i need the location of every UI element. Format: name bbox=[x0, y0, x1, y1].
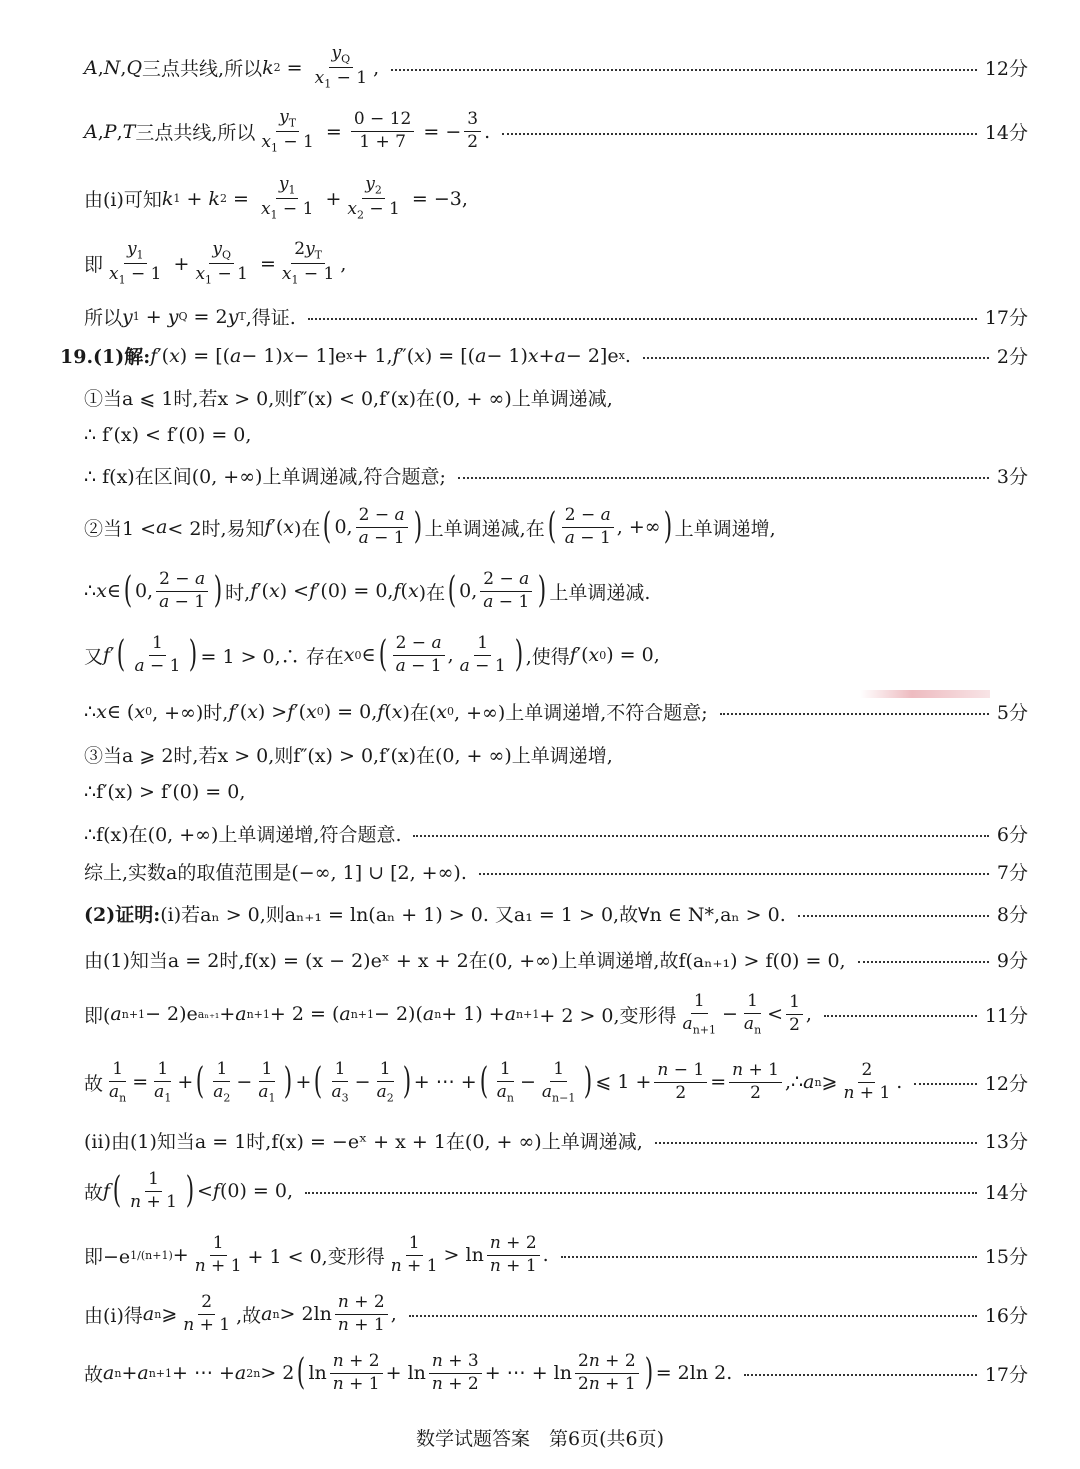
solution-line-15 bbox=[84, 781, 1028, 803]
score: 12分 bbox=[984, 58, 1028, 81]
line-text: (i)若aₙ > 0,则aₙ₊₁ = ln(aₙ + 1) > 0. 又a₁ = 1 > 0,故∀n ∈ N*,aₙ > 0. bbox=[160, 904, 786, 926]
score: 11分 bbox=[984, 1004, 1028, 1027]
dot-leader bbox=[824, 1015, 977, 1017]
dot-leader bbox=[305, 1192, 977, 1194]
score: 8分 bbox=[996, 904, 1028, 926]
case-3-text: ③当a ⩾ 2时,若x > 0,则f″(x) > 0,f′(x)在(0, + ∞)上单调递增, bbox=[84, 745, 613, 767]
solution-line-25: 由(i)得 a n ⩾ $\frac{2}{n + 1}$ ,故 a n > 2ln $\frac{n + 2}{n + 1}$ , 16分 bbox=[84, 1292, 1028, 1335]
line-text: ∴ f′(x) < f′(0) = 0, bbox=[84, 424, 252, 446]
question-label: 19.(1)解: bbox=[60, 346, 151, 368]
score: 7分 bbox=[996, 862, 1028, 884]
score: 13分 bbox=[984, 1131, 1028, 1153]
case-3-line bbox=[84, 741, 1028, 768]
score: 2分 bbox=[996, 346, 1028, 368]
page-footer: 数学试题答案 第6页(共6页) bbox=[415, 1428, 664, 1450]
line-text: ∴ f(x)在区间(0, +∞)上单调递减,符合题意; bbox=[84, 466, 446, 488]
line-text: ∴f(x)在(0, +∞)上单调递增,符合题意. bbox=[84, 824, 402, 846]
part-label: (2)证明: bbox=[84, 904, 161, 926]
dot-leader bbox=[308, 318, 977, 320]
summary-line bbox=[84, 858, 1028, 885]
dot-leader bbox=[858, 961, 989, 963]
dot-leader bbox=[413, 835, 988, 837]
solution-line-12: 又 f ′ ( $\frac{1}{a - 1}$ ) = 1 > 0,∴ 存在 x 0 ∈ ( $\frac{2 - a}{a - 1}$ , $\frac{1}{a - 1}$ ) ,使得 f ′( x 0 ) = 0, bbox=[84, 633, 660, 676]
solution-line-3: 由(i)可知 k 1 + k 2 = $\frac{y_1}{x_1 - 1}$ + $\frac{y_2}{x_2 - 1}$ = −3, bbox=[84, 174, 468, 222]
solution-line-24: 即−e 1/(n+1) + $\frac{1}{n + 1}$ + 1 < 0,变形得 $\frac{1}{n + 1}$ > ln $\frac{n + 2}{n + 1}$ . 15分 bbox=[84, 1233, 1028, 1276]
dot-leader bbox=[655, 1142, 977, 1144]
score: 5分 bbox=[996, 702, 1028, 724]
solution-line-2: A , P , T 三点共线,所以 $\frac{y_T}{x_1 - 1}$ = $\frac{0 - 12}{1 + 7}$ = − $\frac{3}{2}$ . 14分 bbox=[84, 107, 1028, 155]
case-1-line bbox=[84, 384, 1028, 411]
dot-leader bbox=[744, 1374, 977, 1376]
dot-leader bbox=[798, 915, 989, 917]
score: 12分 bbox=[984, 1072, 1028, 1095]
solution-line-8 bbox=[84, 424, 1028, 446]
score: 15分 bbox=[984, 1245, 1028, 1268]
case-2-line: ②当1 < a < 2时,易知 f ′( x )在 ( 0, $\frac{2 - a}{a - 1}$ ) 上单调递减,在 ( $\frac{2 - a}{a - 1}$ , +∞ ) 上单调递增, bbox=[84, 505, 776, 548]
solution-line-13: ∴ x ∈ ( x 0 , +∞)时, f ′( x ) > f ′( x 0 ) = 0, f ( x )在( x 0 , +∞)上单调递增,不符合题意; 5分 bbox=[84, 698, 1028, 725]
score: 3分 bbox=[996, 466, 1028, 488]
score: 17分 bbox=[984, 1363, 1028, 1386]
score: 14分 bbox=[984, 1181, 1028, 1204]
dot-leader bbox=[914, 1083, 976, 1085]
solution-line-20: 即( a n+1 − 2)e aₙ₊₁ + a n+1 + 2 = ( a n+1 − 2)( a n + 1) + a n+1 + 2 > 0,变形得 $\frac{1}{a_{n+1}}$ − $\frac{1}{a_n}$ < $\frac{1}{2}$ , 11分 bbox=[84, 991, 1028, 1036]
solution-line-11: ∴ x ∈ ( 0, $\frac{2 - a}{a - 1}$ ) 时, f ′( x ) < f ′(0) = 0, f ( x )在 ( 0, $\frac{2 - a}{a - 1}$ ) 上单调递减. bbox=[84, 569, 651, 612]
dot-leader bbox=[502, 133, 977, 135]
dot-leader bbox=[458, 477, 989, 479]
case-1-text: ①当a ⩽ 1时,若x > 0,则f″(x) < 0,f′(x)在(0, + ∞)上单调递减, bbox=[84, 388, 613, 410]
line-text: ∴f′(x) > f′(0) = 0, bbox=[84, 781, 246, 803]
line-text: (ii)由(1)知当a = 1时,f(x) = −eˣ + x + 1在(0, + ∞)上单调递减, bbox=[84, 1131, 643, 1153]
question-19-part-1: 19.(1)解: f ′( x ) = [( a − 1) x − 1]e x + 1, f ″( x ) = [( a − 1) x + a − 2]e x . 2分 bbox=[60, 342, 1028, 369]
solution-line-9 bbox=[84, 462, 1028, 489]
dot-leader bbox=[479, 873, 989, 875]
solution-line-21: 故 $\frac{1}{a_n}$ = $\frac{1}{a_1}$ + ( $\frac{1}{a_2}$ − $\frac{1}{a_1}$ ) + ( $\frac{1}{a_3}$ − $\frac{1}{a_2}$ ) + ⋯ + ( $\frac{1}{a_n}$ − $\frac{1}{a_{n-1}}$ ) ⩽ 1 + $\frac{n - 1}{2}$ = $\frac{n + 1}{2}$ ,∴ a n ⩾ $\frac{2}{n + 1}$ . 12分 bbox=[84, 1059, 1028, 1104]
red-pen-mark bbox=[860, 690, 990, 698]
dot-leader bbox=[391, 69, 977, 71]
solution-line-23: 故 f ( $\frac{1}{n + 1}$ ) < f (0) = 0, 14分 bbox=[84, 1169, 1028, 1212]
line-text: 综上,实数a的取值范围是(−∞, 1] ∪ [2, +∞). bbox=[84, 862, 467, 884]
score: 14分 bbox=[984, 122, 1028, 145]
solution-line-5: 所以 y 1 + y Q = 2 y T ,得证. 17分 bbox=[84, 303, 1028, 330]
solution-line-1: A , N , Q 三点共线,所以 k 2 = $\frac{y_Q}{x_1 - 1}$ , 12分 bbox=[84, 43, 1028, 91]
dot-leader bbox=[409, 1315, 977, 1317]
solution-line-4: 即 $\frac{y_1}{x_1 - 1}$ + $\frac{y_Q}{x_1 - 1}$ = $\frac{2y_T}{x_1 - 1}$ , bbox=[84, 239, 347, 287]
solution-line-19 bbox=[84, 946, 1028, 973]
score: 6分 bbox=[996, 824, 1028, 846]
dot-leader bbox=[643, 357, 989, 359]
dot-leader bbox=[561, 1256, 977, 1258]
score: 9分 bbox=[996, 950, 1028, 972]
solution-line-22 bbox=[84, 1127, 1028, 1154]
solution-line-26: 故 a n + a n+1 + ⋯ + a 2n > 2 ( ln $\frac{n + 2}{n + 1}$ + ln $\frac{n + 3}{n + 2}$ + ⋯ + ln $\frac{2n + 2}{2n + 1}$ ) = 2ln 2. 17分 bbox=[84, 1351, 1028, 1394]
score: 16分 bbox=[984, 1304, 1028, 1327]
question-19-part-2 bbox=[84, 900, 1028, 927]
line-text: 由(1)知当a = 2时,f(x) = (x − 2)eˣ + x + 2在(0, +∞)上单调递增,故f(aₙ₊₁) > f(0) = 0, bbox=[84, 950, 846, 972]
solution-line-16 bbox=[84, 820, 1028, 847]
score: 17分 bbox=[984, 307, 1028, 329]
dot-leader bbox=[720, 713, 989, 715]
